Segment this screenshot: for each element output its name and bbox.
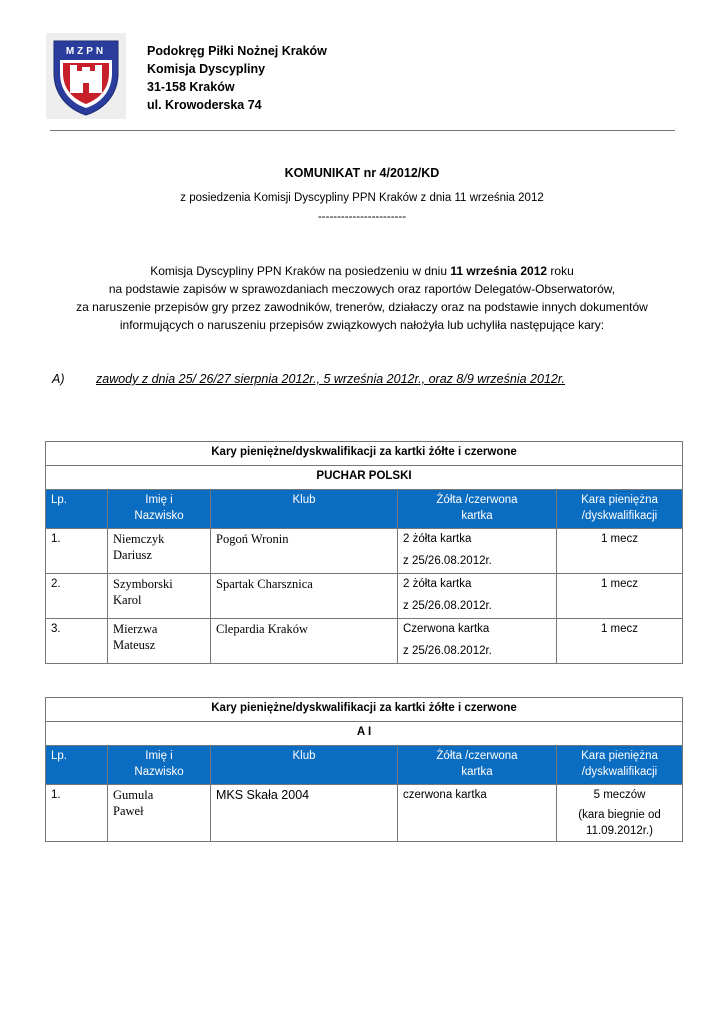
card-info [398, 574, 557, 619]
intro-line-1 [0, 262, 724, 280]
penalty [557, 785, 683, 842]
table-row [46, 529, 683, 574]
column-header-penalty-line1: Kara pieniężna [581, 750, 658, 762]
player-surname: Mierzwa [113, 622, 158, 636]
organization-name: Podokręg Piłki Nożnej Kraków [147, 44, 327, 58]
player-surname: Gumula [113, 788, 154, 802]
section-a [52, 372, 565, 386]
document-title: KOMUNIKAT nr 4/2012/KD [284, 166, 440, 180]
table-row [46, 574, 683, 619]
column-header-lp: Lp. [46, 746, 108, 785]
column-header-club: Klub [211, 490, 398, 529]
intro-line-3: za naruszenie przepisów gry przez zawodników, trenerów, działaczy oraz na podstawie innych dokumentów [76, 300, 648, 314]
column-header-penalty [557, 746, 683, 785]
header-divider [50, 130, 675, 131]
card-date: z 25/26.08.2012r. [403, 645, 492, 657]
committee-name: Komisja Dyscypliny [147, 62, 266, 76]
column-header-card [398, 490, 557, 529]
column-header-penalty-line2: /dyskwalifikacji [581, 766, 658, 778]
player-surname: Niemczyk [113, 532, 165, 546]
logo-text: MZPN [65, 46, 107, 57]
player-first-name: Mateusz [113, 638, 156, 652]
column-header-name-line2: Nazwisko [134, 766, 184, 778]
player-name [108, 574, 211, 619]
intro-line-2: na podstawie zapisów w sprawozdaniach meczowych oraz raportów Delegatów-Obserwatorów, [108, 282, 616, 296]
table-row [46, 785, 683, 842]
column-header-card-line1: Żółta /czerwona [436, 494, 518, 506]
card-info [398, 785, 557, 842]
penalty: 1 mecz [557, 574, 683, 619]
table-title: Kary pieniężne/dyskwalifikacji za kartki żółte i czerwone [46, 698, 683, 722]
penalty-note-line1: (kara biegnie od [578, 809, 661, 821]
row-number: 1. [46, 785, 108, 842]
row-number: 3. [46, 619, 108, 664]
column-header-club: Klub [211, 746, 398, 785]
column-header-name-line1: Imię i [145, 750, 173, 762]
player-first-name: Paweł [113, 804, 144, 818]
player-name [108, 619, 211, 664]
player-surname: Szymborski [113, 577, 173, 591]
column-header-card-line2: kartka [461, 510, 493, 522]
intro-line-4: informujących o naruszeniu przepisów związkowych nałożyła lub uchyliła następujące kary: [119, 318, 605, 332]
meeting-date: 11 września 2012 [450, 264, 548, 278]
penalty-value: 5 meczów [593, 789, 646, 801]
table-row [46, 619, 683, 664]
dash-separator: ----------------------- [317, 211, 407, 223]
card-date: z 25/26.08.2012r. [403, 555, 492, 567]
penalty: 1 mecz [557, 529, 683, 574]
competition-name: A I [46, 722, 683, 746]
row-number: 1. [46, 529, 108, 574]
card-type: Czerwona kartka [403, 623, 490, 635]
mzpn-logo [46, 33, 126, 119]
postal-address: 31-158 Kraków [147, 80, 235, 94]
intro-paragraph [0, 262, 724, 334]
penalty: 1 mecz [557, 619, 683, 664]
section-label: A) [52, 372, 65, 386]
column-header-penalty-line1: Kara pieniężna [581, 494, 658, 506]
penalty-table-puchar-polski [45, 441, 683, 664]
column-header-name-line2: Nazwisko [134, 510, 184, 522]
player-club: Spartak Charsznica [211, 574, 398, 619]
intro-line-1-end: roku [547, 264, 574, 278]
column-header-name [108, 490, 211, 529]
intro-line-1-start: Komisja Dyscypliny PPN Kraków na posiedzeniu w dniu [150, 264, 451, 278]
document-subtitle: z posiedzenia Komisji Dyscypliny PPN Kraków z dnia 11 września 2012 [180, 192, 544, 204]
player-club: Clepardia Kraków [211, 619, 398, 664]
row-number: 2. [46, 574, 108, 619]
table-header-row [46, 490, 683, 529]
column-header-name-line1: Imię i [145, 494, 173, 506]
card-type: 2 żółta kartka [403, 578, 472, 590]
player-first-name: Dariusz [113, 548, 152, 562]
street-address: ul. Krowoderska 74 [147, 98, 262, 112]
card-info [398, 619, 557, 664]
column-header-penalty-line2: /dyskwalifikacji [581, 510, 658, 522]
column-header-penalty [557, 490, 683, 529]
competition-name: PUCHAR POLSKI [46, 466, 683, 490]
player-club: Pogoń Wronin [211, 529, 398, 574]
card-type: 2 żółta kartka [403, 533, 472, 545]
section-heading: zawody z dnia 25/ 26/27 sierpnia 2012r., 5 września 2012r., oraz 8/9 września 2012r. [96, 372, 566, 386]
column-header-card [398, 746, 557, 785]
penalty-note-line2: 11.09.2012r.) [586, 825, 653, 837]
column-header-card-line1: Żółta /czerwona [436, 750, 518, 762]
table-header-row [46, 746, 683, 785]
player-club: MKS Skała 2004 [211, 785, 398, 842]
player-name [108, 529, 211, 574]
player-first-name: Karol [113, 593, 142, 607]
card-type: czerwona kartka [403, 789, 487, 801]
column-header-name [108, 746, 211, 785]
card-info [398, 529, 557, 574]
card-date: z 25/26.08.2012r. [403, 600, 492, 612]
table-title: Kary pieniężne/dyskwalifikacji za kartki żółte i czerwone [46, 442, 683, 466]
organization-header [147, 42, 327, 114]
column-header-lp: Lp. [46, 490, 108, 529]
player-name [108, 785, 211, 842]
column-header-card-line2: kartka [461, 766, 493, 778]
penalty-table-a-i [45, 697, 683, 842]
